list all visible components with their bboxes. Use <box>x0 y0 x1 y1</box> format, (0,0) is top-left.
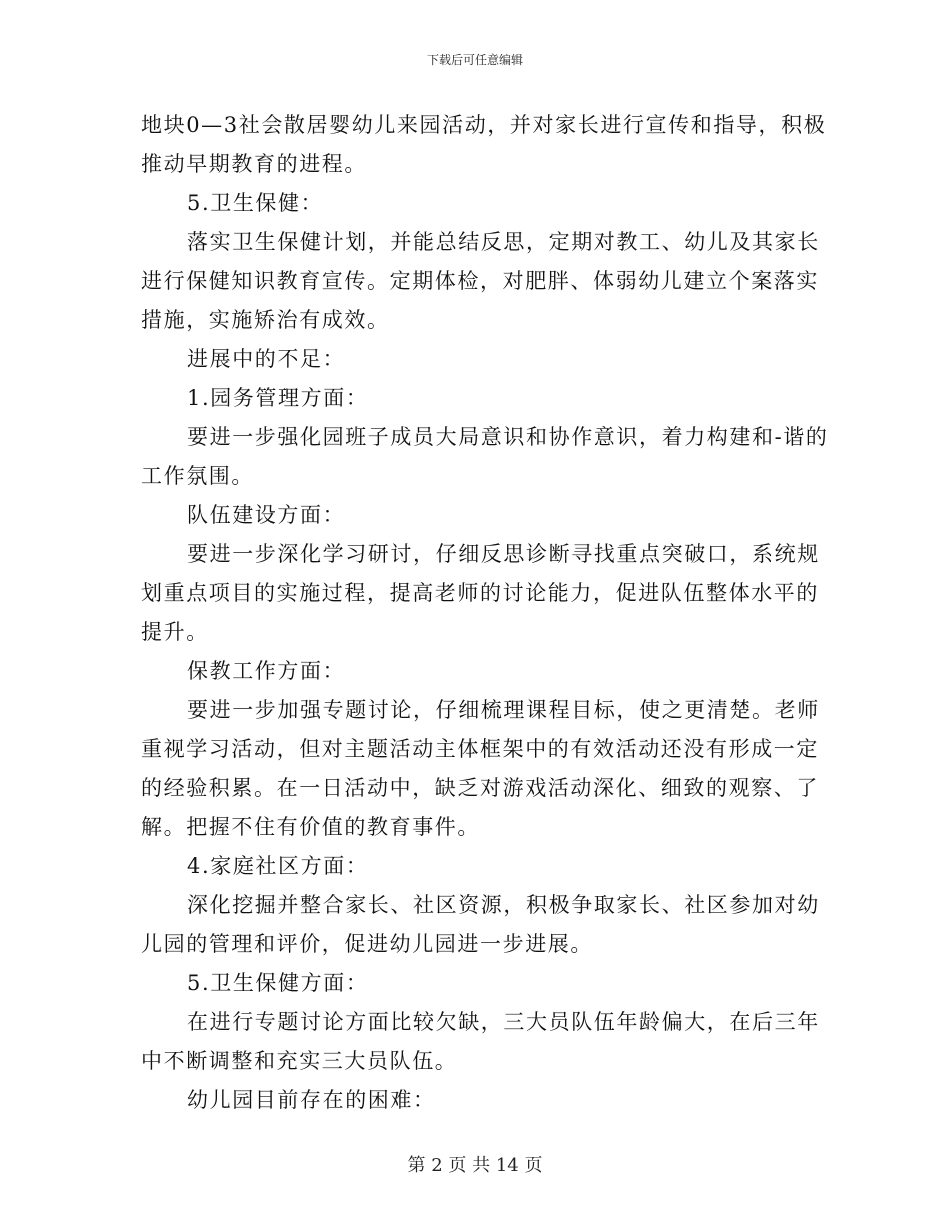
text-line: 工作氛围。 <box>141 464 254 488</box>
text-line: 推动早期教育的进程。 <box>141 152 367 176</box>
text-line: 队伍建设方面： <box>187 503 346 527</box>
text-line: 儿园的管理和评价，促进幼儿园进一步进展。 <box>141 932 593 956</box>
text-line: 在进行专题讨论方面比较欠缺，三大员队伍年龄偏大，在后三年 <box>187 1010 820 1034</box>
text-line: 要进一步强化园班子成员大局意识和协作意识，着力构建和-谐的 <box>187 425 829 449</box>
text-line: 的经验积累。在一日活动中，缺乏对游戏活动深化、细致的观察、了 <box>141 776 819 800</box>
text-line: 要进一步深化学习研讨，仔细反思诊断寻找重点突破口，系统规 <box>187 542 820 566</box>
text-line: 地块0—3社会散居婴幼儿来园活动，并对家长进行宣传和指导，积极 <box>141 113 827 137</box>
text-line: 落实卫生保健计划，并能总结反思，定期对教工、幼儿及其家长 <box>187 230 820 254</box>
text-line: 解。把握不住有价值的教育事件。 <box>141 815 480 839</box>
text-line: 重视学习活动，但对主题活动主体框架中的有效活动还没有形成一定 <box>141 737 819 761</box>
text-line: 1.园务管理方面： <box>187 386 369 410</box>
page-header: 下载后可任意编辑 <box>426 53 523 67</box>
text-line: 提升。 <box>141 620 209 644</box>
text-line: 进行保健知识教育宣传。定期体检，对肥胖、体弱幼儿建立个案落实 <box>141 269 819 293</box>
text-line: 5.卫生保健： <box>187 191 324 215</box>
page-number-footer: 第 2 页 共 14 页 <box>407 1155 543 1176</box>
text-line: 进展中的不足： <box>187 347 346 371</box>
text-line: 措施，实施矫治有成效。 <box>141 308 390 332</box>
text-line: 要进一步加强专题讨论，仔细梳理课程目标，使之更清楚。老师 <box>187 698 820 722</box>
text-line: 深化挖掘并整合家长、社区资源，积极争取家长、社区参加对幼 <box>187 893 820 917</box>
text-line: 4.家庭社区方面： <box>187 854 369 878</box>
text-line: 划重点项目的实施过程，提高老师的讨论能力，促进队伍整体水平的 <box>141 581 819 605</box>
text-line: 5.卫生保健方面： <box>187 971 369 995</box>
document-body <box>141 106 829 1120</box>
text-line: 中不断调整和充实三大员队伍。 <box>141 1049 458 1073</box>
text-line: 保教工作方面： <box>187 659 346 683</box>
text-line: 幼儿园目前存在的困难： <box>187 1088 436 1112</box>
